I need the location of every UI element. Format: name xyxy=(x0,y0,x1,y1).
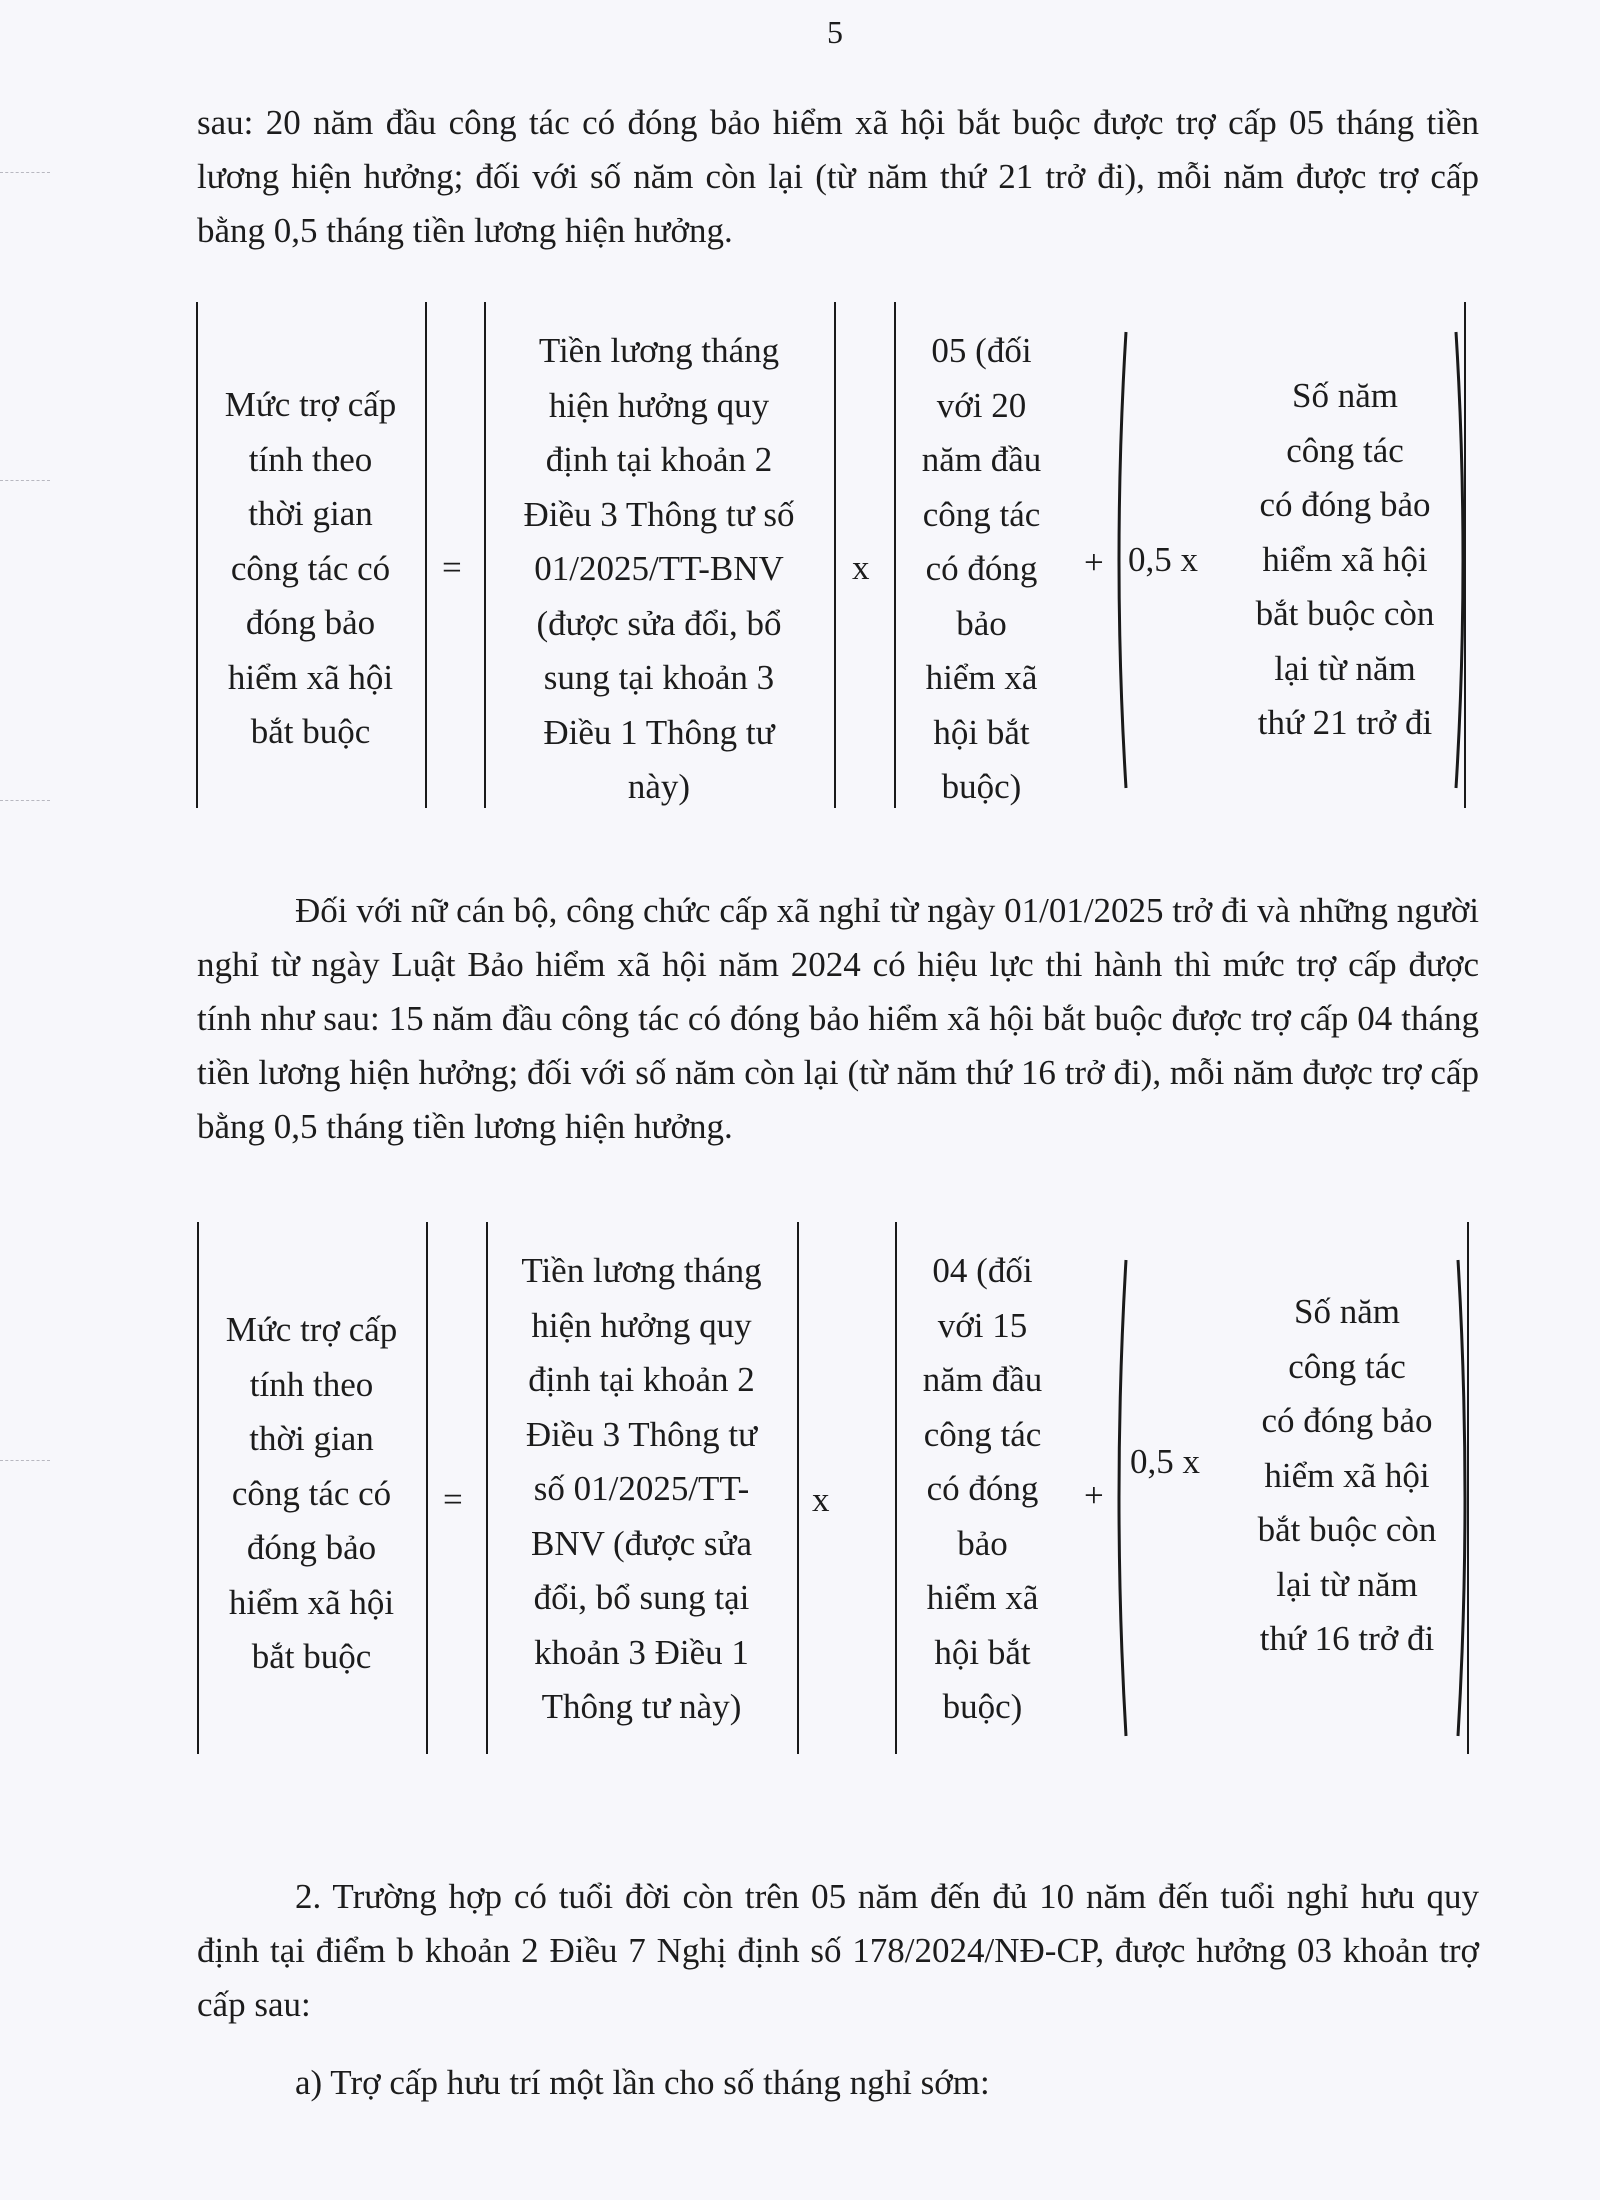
left-parenthesis xyxy=(1110,330,1130,790)
left-parenthesis xyxy=(1110,1258,1130,1738)
paragraph-case-2a: a) Trợ cấp hưu trí một lần cho số tháng nghỉ sớm: xyxy=(295,2063,990,2102)
formula-divider xyxy=(1464,302,1466,808)
formula-result-label: Mức trợ cấp tính theo thời gian công tác có đóng bảo hiểm xã hội bắt buộc xyxy=(225,1310,398,1676)
right-parenthesis xyxy=(1454,1258,1474,1738)
plus-sign: + xyxy=(1084,543,1104,582)
scan-edge-mark xyxy=(0,172,50,173)
multiply-sign: x xyxy=(812,1480,830,1519)
equals-sign: = xyxy=(443,1480,463,1519)
paragraph-female-rule: Đối với nữ cán bộ, công chức cấp xã nghỉ từ ngày 01/01/2025 trở đi và những người nghỉ từ ngày Luật Bảo hiểm xã hội năm 2024 có hiệu lực thi hành thì mức trợ cấp được tính như sau: 15 năm đầu công tác có đóng bảo hiểm xã hội bắt buộc được trợ cấp 04 tháng tiền lương hiện hưởng; đối với số năm còn lại (từ năm thứ 16 trở đi), mỗi năm được trợ cấp bằng 0,5 tháng tiền lương hiện hưởng. xyxy=(197,891,1479,1146)
formula-divider xyxy=(426,1222,428,1754)
page-number: 5 xyxy=(827,14,843,50)
right-parenthesis xyxy=(1452,330,1472,790)
equals-sign: = xyxy=(442,548,462,587)
remaining-years-term: Số năm công tác có đóng bảo hiểm xã hội bắt buộc còn lại từ năm thứ 21 trở đi xyxy=(1255,376,1435,742)
scan-edge-mark xyxy=(0,800,50,801)
scan-edge-mark xyxy=(0,1460,50,1461)
remaining-years-term: Số năm công tác có đóng bảo hiểm xã hội bắt buộc còn lại từ năm thứ 16 trở đi xyxy=(1257,1292,1437,1658)
scan-edge-mark xyxy=(0,480,50,481)
formula-divider xyxy=(797,1222,799,1754)
formula-divider xyxy=(1467,1222,1469,1754)
coefficient: 0,5 x xyxy=(1128,540,1198,579)
formula-divider xyxy=(834,302,836,808)
months-term: 04 (đối với 15 năm đầu công tác có đóng bảo hiểm xã hội bắt buộc) xyxy=(922,1251,1043,1726)
paragraph-continuation: sau: 20 năm đầu công tác có đóng bảo hiểm xã hội bắt buộc được trợ cấp 05 tháng tiền lương hiện hưởng; đối với số năm còn lại (từ năm thứ 21 trở đi), mỗi năm được trợ cấp bằng 0,5 tháng tiền lương hiện hưởng. xyxy=(197,103,1479,250)
plus-sign: + xyxy=(1084,1476,1104,1515)
multiply-sign: x xyxy=(852,548,870,587)
formula-result-label: Mức trợ cấp tính theo thời gian công tác có đóng bảo hiểm xã hội bắt buộc xyxy=(224,385,397,751)
formula-divider xyxy=(425,302,427,808)
paragraph-case-2: 2. Trường hợp có tuổi đời còn trên 05 năm đến đủ 10 năm đến tuổi nghỉ hưu quy định tại điểm b khoản 2 Điều 7 Nghị định số 178/2024/NĐ-CP, được hưởng 03 khoản trợ cấp sau: xyxy=(197,1877,1479,2024)
salary-term: Tiền lương tháng hiện hưởng quy định tại khoản 2 Điều 3 Thông tư số 01/2025/TT-BNV (được sửa đổi, bổ sung tại khoản 3 Điều 1 Thông tư này) xyxy=(523,331,795,806)
coefficient: 0,5 x xyxy=(1130,1442,1200,1481)
salary-term: Tiền lương tháng hiện hưởng quy định tại khoản 2 Điều 3 Thông tư số 01/2025/TT- BNV (được sửa đổi, bổ sung tại khoản 3 Điều 1 Thông tư này) xyxy=(521,1251,762,1726)
months-term: 05 (đối với 20 năm đầu công tác có đóng bảo hiểm xã hội bắt buộc) xyxy=(921,331,1042,806)
